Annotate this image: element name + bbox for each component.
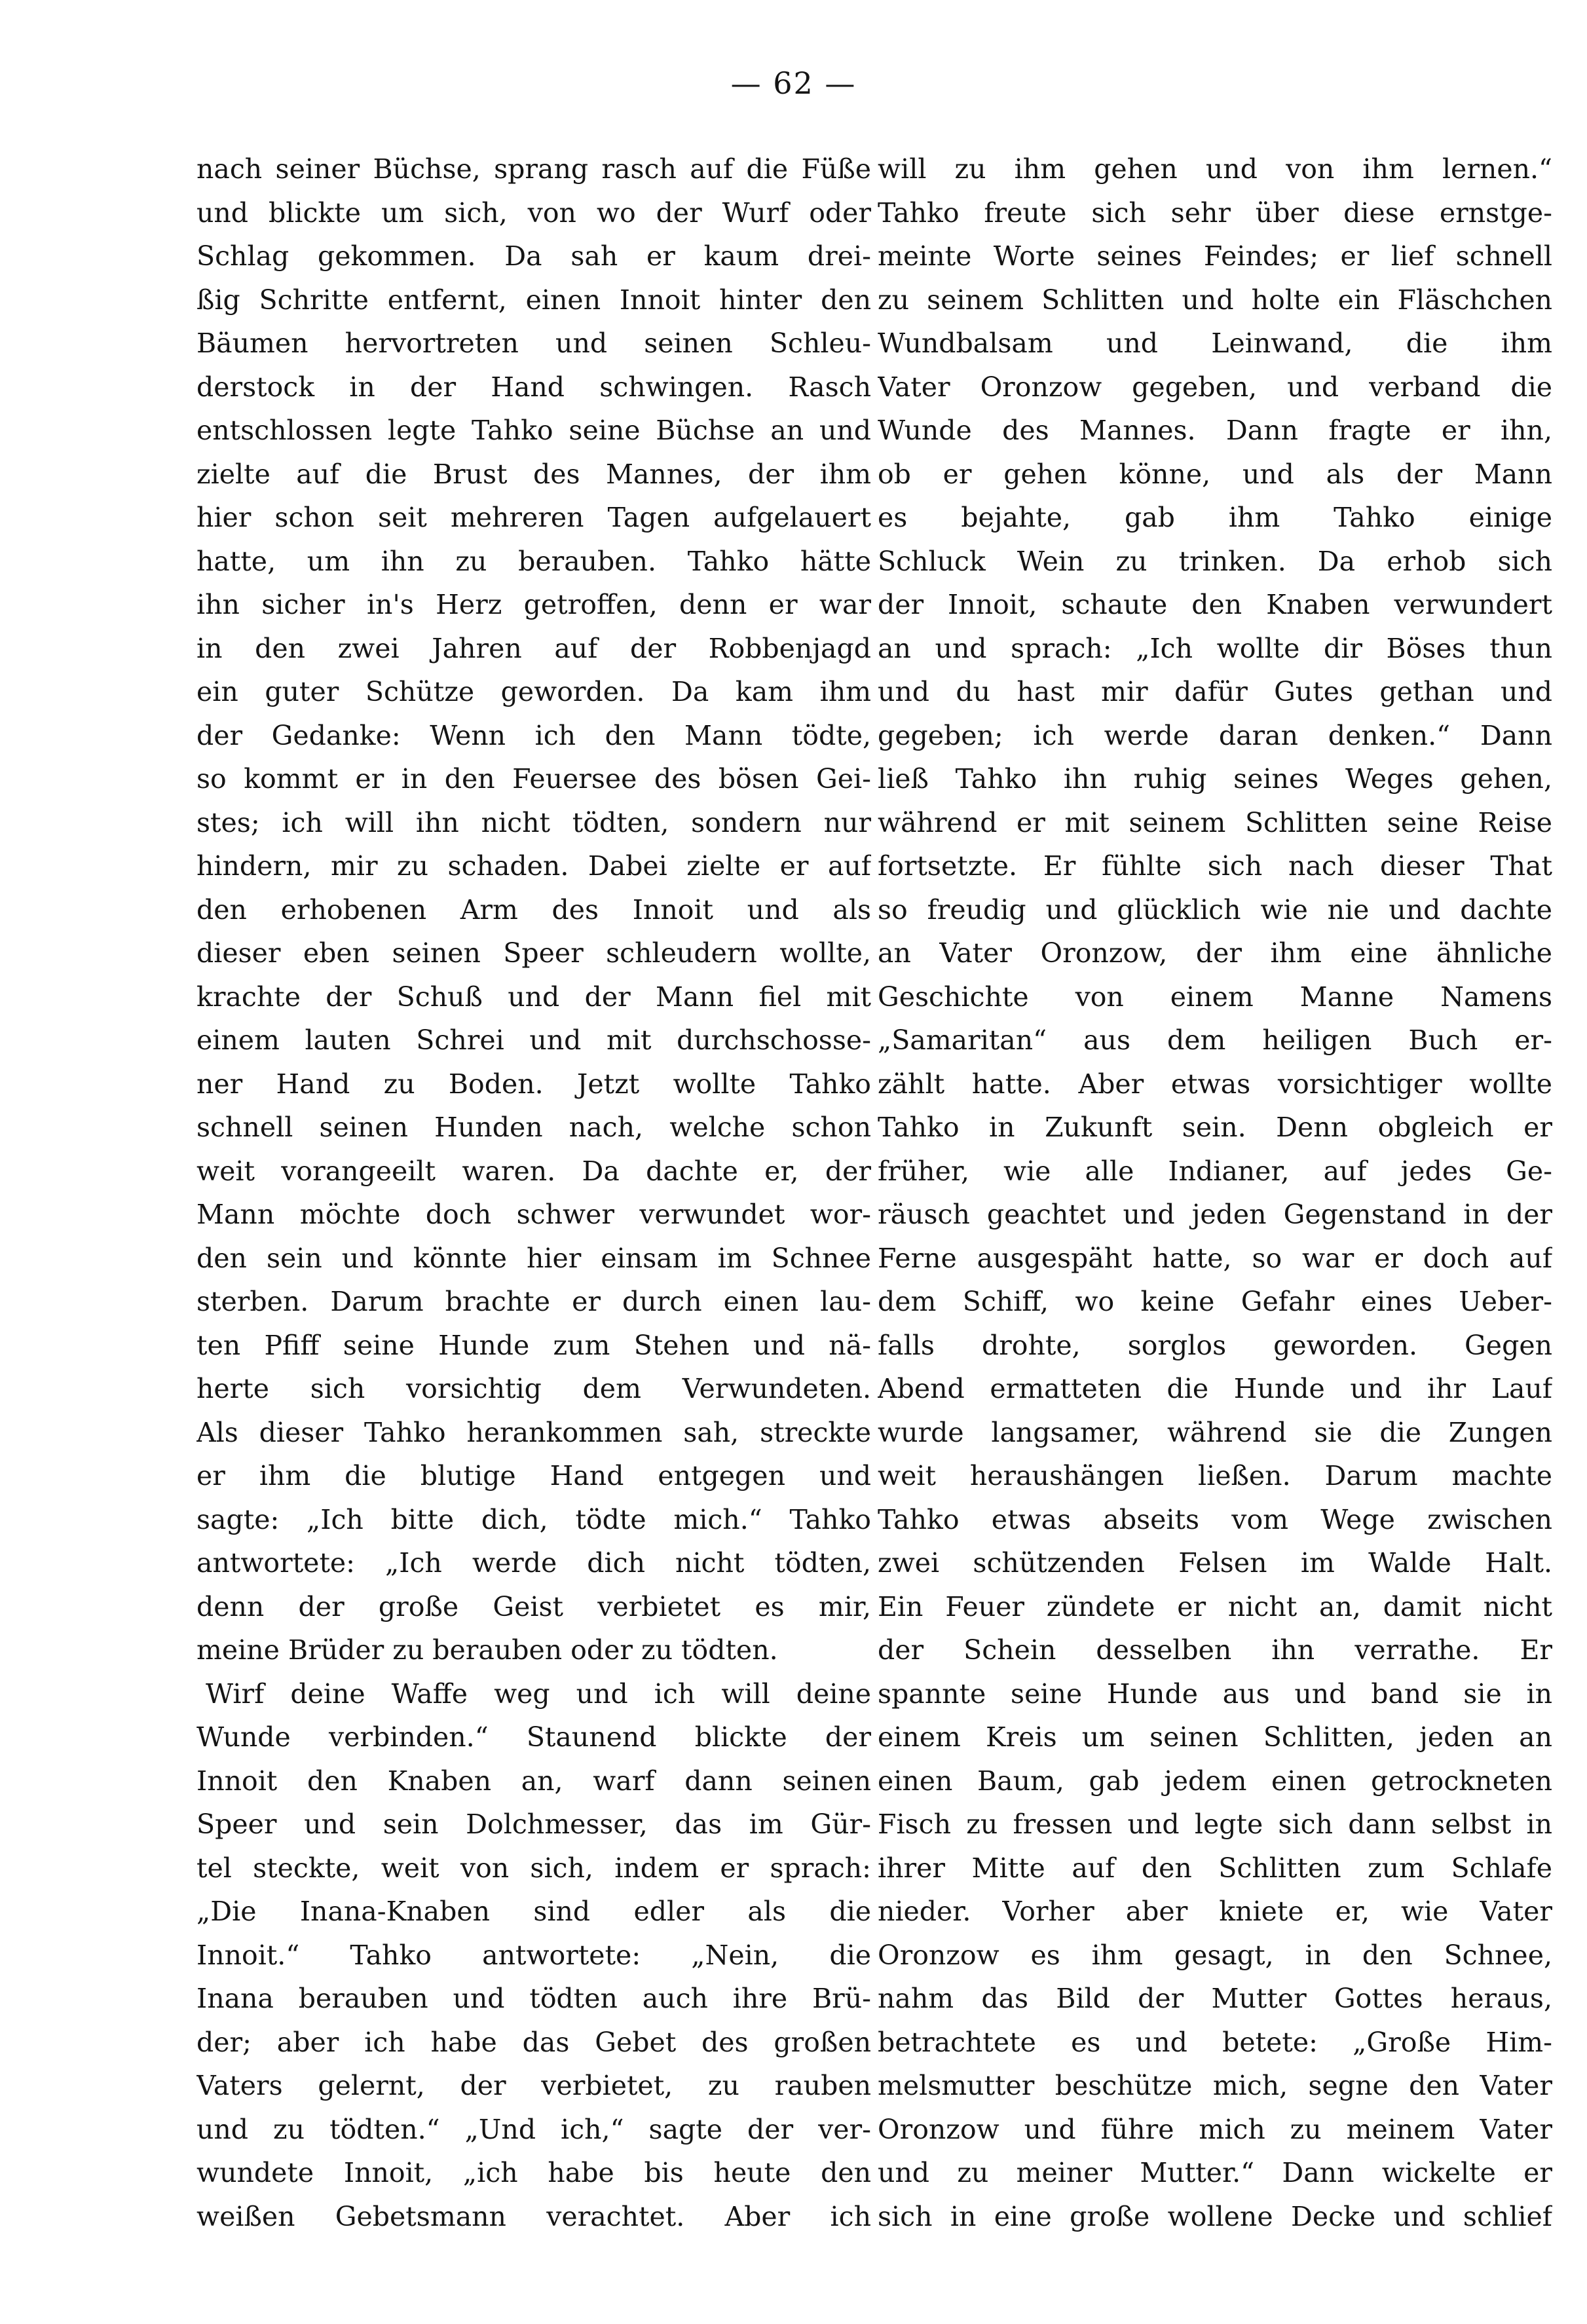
text-line: so freudig und glücklich wie nie und dachte — [878, 893, 1552, 926]
text-line: Schlag gekommen. Da sah er kaum drei- — [196, 240, 871, 272]
text-line: Oronzow und führe mich zu meinem Vater — [878, 2113, 1552, 2145]
text-line: Wundbalsam und Leinwand, die ihm — [878, 328, 1552, 359]
text-line: Schluck Wein zu trinken. Da erhob sich — [878, 545, 1552, 577]
text-line: ihn sicher in's Herz getroffen, denn er war — [196, 589, 871, 620]
text-line: und zu meiner Mutter.“ Dann wickelte er — [878, 2157, 1552, 2188]
text-line: hindern, mir zu schaden. Dabei zielte er auf — [196, 850, 871, 882]
text-line: weit vorangeeilt waren. Da dachte er, der — [196, 1155, 871, 1187]
text-line: Inana berauben und tödten auch ihre Brü- — [196, 1983, 871, 2014]
text-line: Tahko etwas abseits vom Wege zwischen — [878, 1503, 1552, 1535]
text-line: zwei schützenden Felsen im Walde Halt. — [878, 1547, 1552, 1579]
text-line: Tahko in Zukunft sein. Denn obgleich er — [878, 1112, 1552, 1143]
text-line: Ein Feuer zündete er nicht an, damit nicht — [878, 1590, 1552, 1622]
text-line: dieser eben seinen Speer schleudern wollte, — [196, 937, 871, 969]
text-line: betrachtete es und betete: „Große Him- — [878, 2026, 1552, 2058]
text-line: spannte seine Hunde aus und band sie in — [878, 1677, 1552, 1710]
left-column — [196, 147, 871, 2238]
text-line: den erhobenen Arm des Innoit und als — [196, 893, 871, 926]
right-column — [878, 147, 1552, 2238]
text-line: zielte auf die Brust des Mannes, der ihm — [196, 458, 871, 490]
text-line: räusch geachtet und jeden Gegenstand in der — [878, 1199, 1552, 1230]
text-line: falls drohte, sorglos geworden. Gegen — [878, 1329, 1552, 1361]
text-line: ten Pfiff seine Hunde zum Stehen und nä- — [196, 1329, 871, 1361]
text-line: Mann möchte doch schwer verwundet wor- — [196, 1199, 871, 1230]
text-line: Wunde verbinden.“ Staunend blickte der — [196, 1721, 871, 1753]
text-line: er ihm die blutige Hand entgegen und — [196, 1460, 871, 1491]
text-line: meine Brüder zu berauben oder zu tödten. — [196, 1634, 778, 1666]
text-line: herte sich vorsichtig dem Verwundeten. — [196, 1373, 871, 1404]
text-line: Innoit.“ Tahko antwortete: „Nein, die — [196, 1939, 871, 1971]
text-line: der Schein desselben ihn verrathe. Er — [878, 1634, 1552, 1666]
text-line: an und sprach: „Ich wollte dir Böses thun — [878, 632, 1552, 664]
text-line: ihrer Mitte auf den Schlitten zum Schlafe — [878, 1852, 1552, 1884]
text-line: früher, wie alle Indianer, auf jedes Ge- — [878, 1155, 1552, 1187]
text-line: Speer und sein Dolchmesser, das im Gür- — [196, 1809, 871, 1840]
text-line: dem Schiff, wo keine Gefahr eines Ueber- — [878, 1286, 1552, 1317]
text-line: ner Hand zu Boden. Jetzt wollte Tahko — [196, 1068, 871, 1100]
text-line: derstock in der Hand schwingen. Rasch — [196, 371, 871, 403]
text-line: wundete Innoit, „ich habe bis heute den — [196, 2157, 871, 2188]
text-line: stes; ich will ihn nicht tödten, sondern nur — [196, 806, 871, 838]
text-line: zu seinem Schlitten und holte ein Fläschchen — [878, 284, 1552, 316]
text-line: Fisch zu fressen und legte sich dann selbst in — [878, 1809, 1552, 1840]
text-line: Vater Oronzow gegeben, und verband die — [878, 371, 1552, 403]
text-line: antwortete: „Ich werde dich nicht tödten, — [196, 1547, 871, 1579]
text-line: Wirf deine Waffe weg und ich will deine — [206, 1677, 871, 1710]
text-line: und blickte um sich, von wo der Wurf oder — [196, 197, 871, 229]
text-line: einen Baum, gab jedem einen getrockneten — [878, 1765, 1552, 1797]
text-line: fortsetzte. Er fühlte sich nach dieser That — [878, 850, 1552, 882]
text-line: einem lauten Schrei und mit durchschosse- — [196, 1024, 871, 1056]
text-line: zählt hatte. Aber etwas vorsichtiger wollte — [878, 1068, 1552, 1100]
text-line: Ferne ausgespäht hatte, so war er doch auf — [878, 1242, 1552, 1274]
text-line: weit heraushängen ließen. Darum machte — [878, 1460, 1552, 1491]
page-number: — 62 — — [730, 66, 857, 101]
text-line: „Samaritan“ aus dem heiligen Buch er- — [878, 1024, 1552, 1056]
text-line: den sein und könnte hier einsam im Schnee — [196, 1242, 871, 1274]
text-line: so kommt er in den Feuersee des bösen Gei- — [196, 763, 871, 795]
text-line: Wunde des Mannes. Dann fragte er ihn, — [878, 415, 1552, 446]
text-line: tel steckte, weit von sich, indem er sprach: — [196, 1852, 871, 1884]
text-line: denn der große Geist verbietet es mir, — [196, 1590, 871, 1622]
text-line: ließ Tahko ihn ruhig seines Weges gehen, — [878, 763, 1552, 795]
text-line: wurde langsamer, während sie die Zungen — [878, 1416, 1552, 1448]
text-line: ßig Schritte entfernt, einen Innoit hinter den — [196, 284, 871, 316]
text-line: und du hast mir dafür Gutes gethan und — [878, 676, 1552, 707]
text-line: melsmutter beschütze mich, segne den Vater — [878, 2070, 1552, 2101]
text-line: nieder. Vorher aber kniete er, wie Vater — [878, 1896, 1552, 1927]
text-line: meinte Worte seines Feindes; er lief schnell — [878, 240, 1552, 272]
text-line: entschlossen legte Tahko seine Büchse an und — [196, 415, 871, 446]
text-line: hier schon seit mehreren Tagen aufgelauert — [196, 502, 871, 533]
text-line: schnell seinen Hunden nach, welche schon — [196, 1112, 871, 1143]
text-line: nach seiner Büchse, sprang rasch auf die Füße — [196, 153, 871, 185]
text-line: Als dieser Tahko herankommen sah, streckte — [196, 1416, 871, 1448]
text-line: will zu ihm gehen und von ihm lernen.“ — [878, 153, 1552, 185]
text-line: in den zwei Jahren auf der Robbenjagd — [196, 632, 871, 664]
text-line: sich in eine große wollene Decke und schlief — [878, 2200, 1552, 2232]
text-line: während er mit seinem Schlitten seine Reise — [878, 806, 1552, 838]
text-line: der; aber ich habe das Gebet des großen — [196, 2026, 871, 2058]
text-line: krachte der Schuß und der Mann fiel mit — [196, 981, 871, 1013]
text-line: einem Kreis um seinen Schlitten, jeden an — [878, 1721, 1552, 1753]
text-line: Innoit den Knaben an, warf dann seinen — [196, 1765, 871, 1797]
text-line: Vaters gelernt, der verbietet, zu rauben — [196, 2070, 871, 2101]
text-line: ein guter Schütze geworden. Da kam ihm — [196, 676, 871, 707]
text-line: es bejahte, gab ihm Tahko einige — [878, 502, 1552, 533]
text-line: Geschichte von einem Manne Namens — [878, 981, 1552, 1013]
text-line: an Vater Oronzow, der ihm eine ähnliche — [878, 937, 1552, 969]
text-line: sterben. Darum brachte er durch einen lau- — [196, 1286, 871, 1317]
text-line: der Innoit, schaute den Knaben verwundert — [878, 589, 1552, 620]
text-line: Bäumen hervortreten und seinen Schleu- — [196, 328, 871, 359]
text-line: der Gedanke: Wenn ich den Mann tödte, — [196, 719, 871, 751]
text-line: sagte: „Ich bitte dich, tödte mich.“ Tahko — [196, 1503, 871, 1535]
text-line: nahm das Bild der Mutter Gottes heraus, — [878, 1983, 1552, 2014]
text-line: und zu tödten.“ „Und ich,“ sagte der ver- — [196, 2113, 871, 2145]
text-line: „Die Inana-Knaben sind edler als die — [196, 1896, 871, 1927]
text-line: weißen Gebetsmann verachtet. Aber ich — [196, 2200, 871, 2232]
text-line: Abend ermatteten die Hunde und ihr Lauf — [878, 1373, 1552, 1404]
text-line: Oronzow es ihm gesagt, in den Schnee, — [878, 1939, 1552, 1971]
text-line: hatte, um ihn zu berauben. Tahko hätte — [196, 545, 871, 577]
text-line: gegeben; ich werde daran denken.“ Dann — [878, 719, 1552, 751]
text-line: ob er gehen könne, und als der Mann — [878, 458, 1552, 490]
text-line: Tahko freute sich sehr über diese ernstge- — [878, 197, 1552, 229]
